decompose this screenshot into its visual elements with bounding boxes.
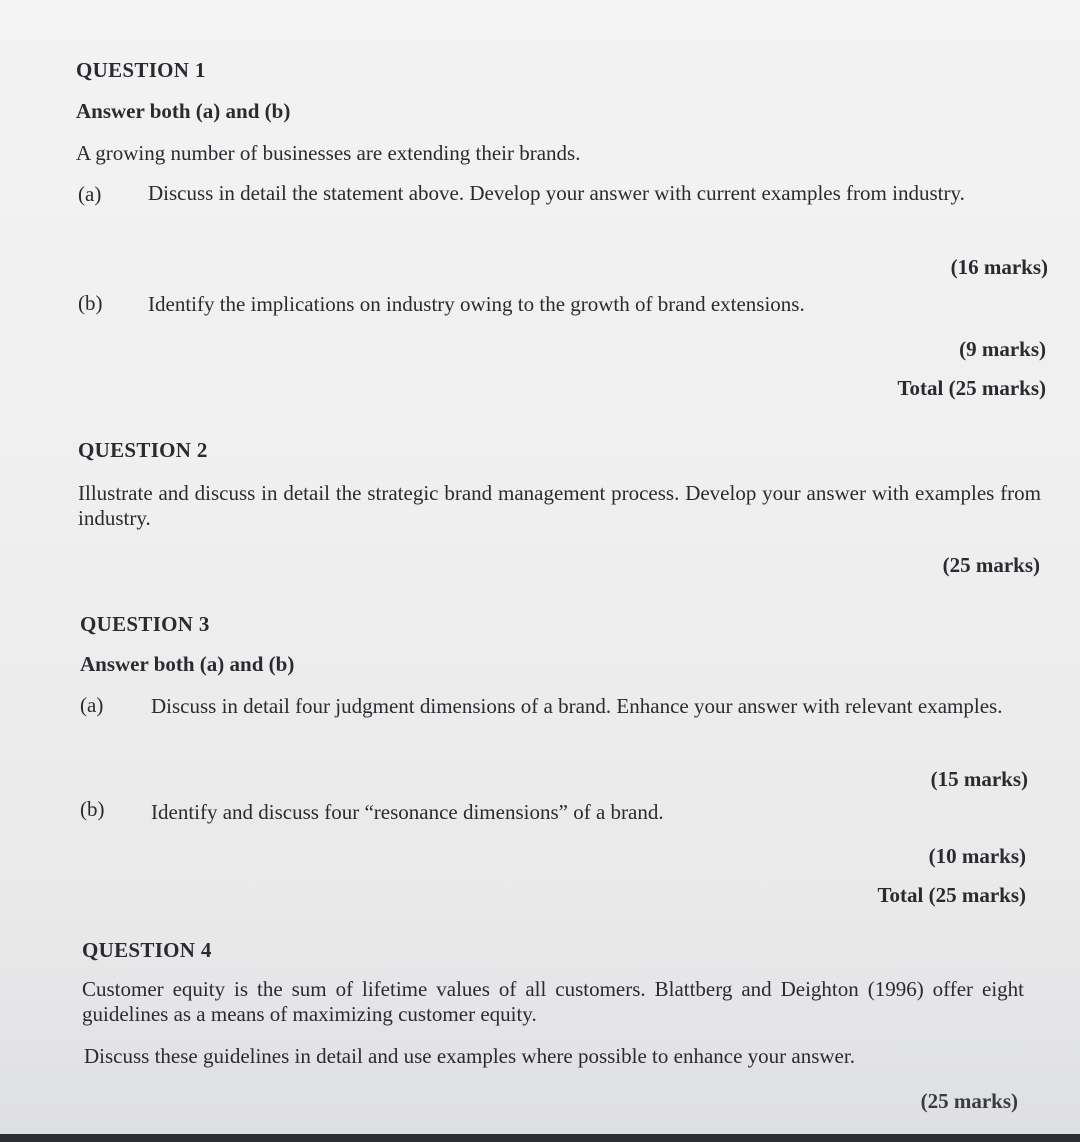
question-4-text: Customer equity is the sum of lifetime values of all customers. Blattberg and Deighton (1996) offer eight guidelines as a means of maximizing customer equity. [82, 977, 1024, 1026]
question-2-text: Illustrate and discuss in detail the strategic brand management process. Develop your answer with examples from industry. [78, 481, 1041, 530]
question-3a-text: Discuss in detail four judgment dimensions of a brand. Enhance your answer with relevant examples. [151, 694, 1003, 718]
question-1-intro: A growing number of businesses are extending their brands. [76, 141, 581, 165]
question-4-marks: (25 marks) [920, 1089, 1018, 1113]
question-1a-text: Discuss in detail the statement above. Develop your answer with current examples from industry. [148, 181, 965, 205]
question-2-title: QUESTION 2 [78, 438, 208, 462]
question-3-total: Total (25 marks) [877, 883, 1026, 907]
question-3-instruction: Answer both (a) and (b) [80, 652, 295, 676]
question-1-instruction: Answer both (a) and (b) [76, 99, 291, 123]
question-3a-label: (a) [80, 693, 104, 717]
question-3b-label: (b) [80, 797, 105, 821]
question-3b-text: Identify and discuss four “resonance dimensions” of a brand. [151, 800, 664, 824]
question-4-title: QUESTION 4 [82, 938, 212, 962]
question-1-total: Total (25 marks) [897, 376, 1046, 400]
question-1-title: QUESTION 1 [76, 58, 206, 82]
screen-bottom-edge [0, 1134, 1080, 1142]
question-2-marks: (25 marks) [942, 553, 1040, 577]
question-1a-label: (a) [78, 182, 102, 206]
question-1b-text: Identify the implications on industry owing to the growth of brand extensions. [148, 292, 805, 316]
question-1a-marks: (16 marks) [950, 255, 1048, 279]
question-1b-label: (b) [78, 291, 103, 315]
question-3b-marks: (10 marks) [928, 844, 1026, 868]
question-1b-marks: (9 marks) [959, 337, 1046, 361]
question-4-text-2: Discuss these guidelines in detail and use examples where possible to enhance your answer. [84, 1044, 855, 1068]
question-3a-marks: (15 marks) [930, 767, 1028, 791]
question-3-title: QUESTION 3 [80, 612, 210, 636]
